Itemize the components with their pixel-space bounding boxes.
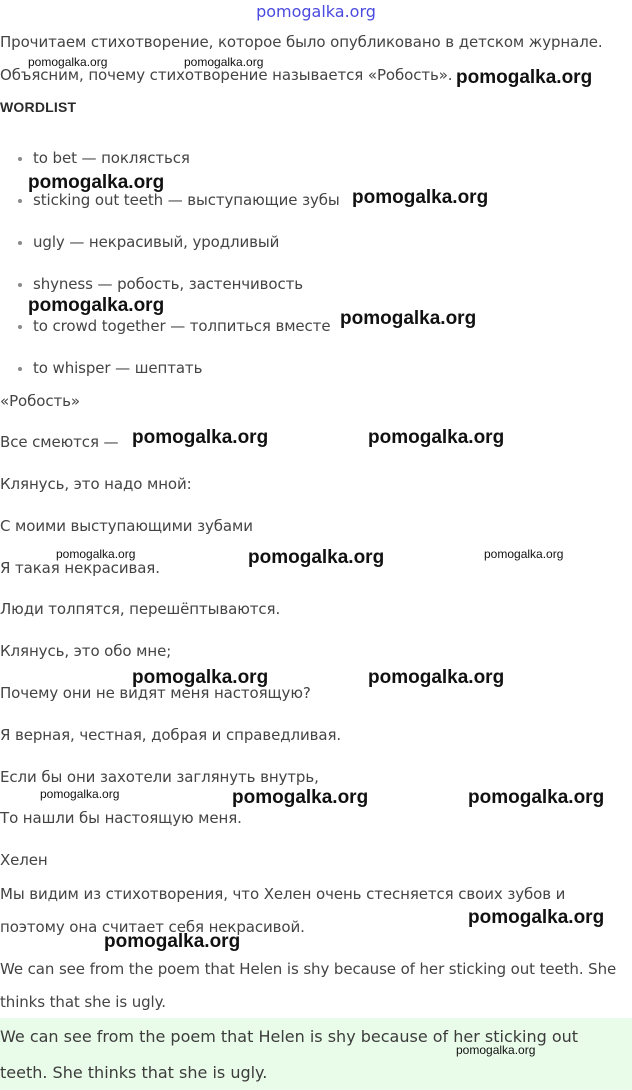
wordlist-item: to whisper — шептать	[33, 359, 203, 377]
watermark: pomogalka.org	[184, 55, 264, 69]
poem-line: Я такая некрасивая.	[0, 559, 160, 577]
wordlist-item: ugly — некрасивый, уродливый	[33, 233, 280, 251]
poem-line: Почему они не видят меня настоящую?	[0, 684, 311, 702]
poem-line: С моими выступающими зубами	[0, 517, 253, 535]
wordlist-item: to bet — поклясться	[33, 149, 190, 167]
poem-line: Я верная, честная, добрая и справедливая.	[0, 726, 342, 744]
answer-en-line-1: We can see from the poem that Helen is shy because of her sticking out teeth. She	[0, 960, 617, 978]
bullet-icon	[18, 367, 22, 371]
bullet-icon	[18, 241, 22, 245]
highlighted-answer-line-1: We can see from the poem that Helen is shy because of her sticking out	[0, 1027, 579, 1046]
poem-line: Если бы они захотели заглянуть внутрь,	[0, 768, 319, 786]
answer-ru-line-2: поэтому она считает себя некрасивой.	[0, 918, 305, 936]
watermark: pomogalka.org	[28, 295, 165, 316]
bullet-icon	[18, 283, 22, 287]
watermark: pomogalka.org	[28, 55, 108, 69]
answer-en-line-2: thinks that she is ugly.	[0, 993, 166, 1011]
poem-line: Клянусь, это надо мной:	[0, 475, 192, 493]
bullet-icon	[18, 199, 22, 203]
site-header-link[interactable]: pomogalka.org	[256, 2, 376, 21]
watermark: pomogalka.org	[56, 547, 136, 561]
poem-author: Хелен	[0, 851, 48, 869]
watermark: pomogalka.org	[104, 931, 241, 952]
watermark: pomogalka.org	[484, 547, 564, 561]
bullet-icon	[18, 157, 22, 161]
watermark: pomogalka.org	[368, 427, 505, 448]
intro-line-2: Объясним, почему стихотворение называется «Робость».	[0, 66, 453, 84]
bullet-icon	[18, 325, 22, 329]
wordlist-heading: WORDLIST	[0, 99, 77, 115]
watermark: pomogalka.org	[468, 907, 605, 928]
watermark: pomogalka.org	[352, 187, 489, 208]
answer-ru-line-1: Мы видим из стихотворения, что Хелен очень стесняется своих зубов и	[0, 885, 566, 903]
watermark: pomogalka.org	[456, 1043, 536, 1057]
poem-line: Клянусь, это обо мне;	[0, 642, 172, 660]
poem-line: Все смеются —	[0, 433, 119, 451]
watermark: pomogalka.org	[40, 787, 120, 801]
watermark: pomogalka.org	[28, 172, 165, 193]
intro-line-1: Прочитаем стихотворение, которое было опубликовано в детском журнале.	[0, 33, 603, 51]
wordlist-item: shyness — робость, застенчивость	[33, 275, 304, 293]
watermark: pomogalka.org	[468, 787, 605, 808]
poem-line: То нашли бы настоящую меня.	[0, 809, 242, 827]
poem-line: Люди толпятся, перешёптываются.	[0, 600, 281, 618]
wordlist-item: to crowd together — толпиться вместе	[33, 317, 331, 335]
watermark: pomogalka.org	[456, 67, 593, 88]
watermark: pomogalka.org	[368, 667, 505, 688]
watermark: pomogalka.org	[132, 427, 269, 448]
watermark: pomogalka.org	[340, 308, 477, 329]
highlighted-answer-line-2: teeth. She thinks that she is ugly.	[0, 1063, 268, 1082]
watermark: pomogalka.org	[248, 547, 385, 568]
watermark: pomogalka.org	[232, 787, 369, 808]
watermark: pomogalka.org	[132, 667, 269, 688]
poem-title: «Робость»	[0, 392, 80, 410]
wordlist-item: sticking out teeth — выступающие зубы	[33, 191, 340, 209]
